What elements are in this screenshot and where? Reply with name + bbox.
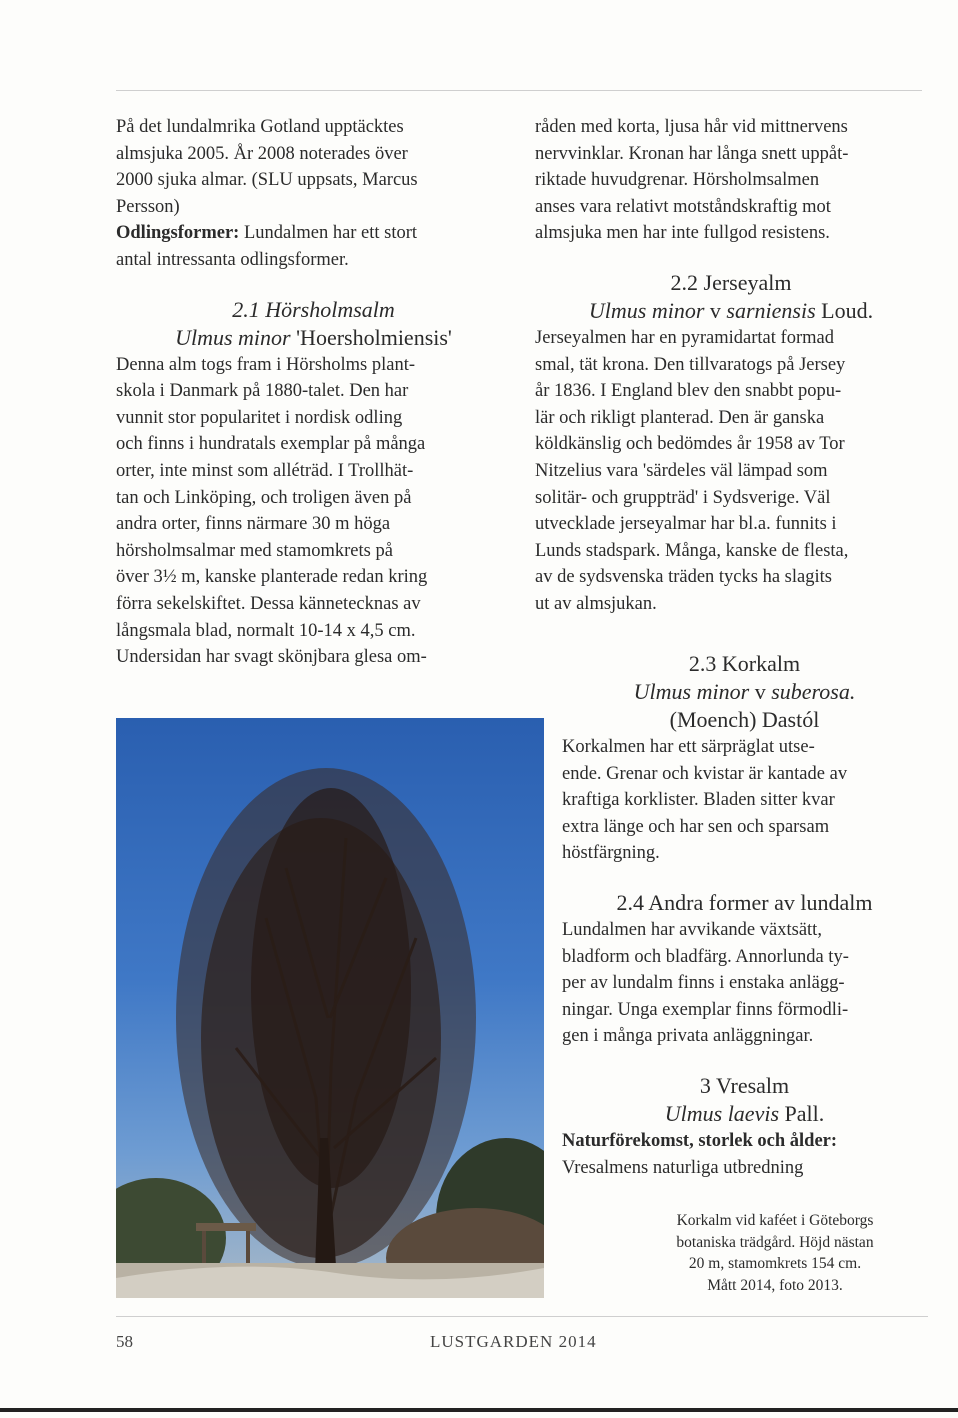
odlingsformer-paragraph: [116, 220, 511, 247]
publication-name: LUSTGARDEN 2014: [430, 1332, 597, 1351]
continuation-line: råden med korta, ljusa hår vid mittnervens: [535, 117, 848, 137]
caption-line: botaniska trädgård. Höjd nästan: [676, 1233, 874, 1251]
body-line: per av lundalm finns i enstaka anlägg-: [562, 973, 845, 994]
body-line: av de sydsvenska träden tycks ha slagits: [535, 567, 832, 588]
intro-line: Persson): [116, 196, 180, 217]
elm-tree-photo: [116, 718, 544, 1298]
body-line: Korkalmen har ett särpräglat utse-: [562, 737, 815, 757]
section-2-3-author: (Moench) Dastól: [669, 707, 820, 732]
body-line: smal, tät krona. Den tillvaratogs på Jersey: [535, 354, 846, 375]
section-2-3-latin: [562, 678, 927, 706]
section-2-2-latin: [535, 297, 927, 325]
top-rule: [116, 90, 922, 91]
section-2-4-heading: 2.4 Andra former av lundalm: [616, 889, 873, 915]
body-line: utvecklade jerseyalmar har bl.a. funnits i: [535, 514, 837, 535]
body-line: vunnit stor popularitet i nordisk odling: [116, 407, 403, 428]
section-2-2-heading: 2.2 Jerseyalm: [670, 269, 792, 295]
continuation-line: nervvinklar. Kronan har långa snett uppåt-: [535, 143, 849, 164]
body-line: långsmala blad, normalt 10-14 x 4,5 cm.: [116, 620, 416, 641]
body-line: Nitzelius vara 'särdeles väl lämpad som: [535, 460, 828, 481]
body-line: andra orter, finns närmare 30 m höga: [116, 514, 391, 535]
body-line: kraftiga korklister. Bladen sitter kvar: [562, 790, 835, 811]
continuation-line: riktade huvudgrenar. Hörsholmsalmen: [535, 170, 820, 191]
section-2-1-latin: [116, 324, 511, 352]
body-line: gen i många privata anläggningar.: [562, 1026, 814, 1047]
body-line: tan och Linköping, och troligen även på: [116, 487, 412, 508]
body-line: ningar. Unga exemplar finns förmodli-: [562, 999, 849, 1020]
latin-name: Ulmus minor: [633, 679, 750, 704]
section-2-1-heading: 2.1 Hörsholmsalm: [232, 296, 395, 322]
latin-rank: v: [704, 297, 727, 323]
body-line: Lunds stadspark. Många, kanske de flesta,: [535, 540, 849, 561]
section-3-subheading: Naturförekomst, storlek och ålder:: [562, 1130, 838, 1151]
body-line: Jerseyalmen har en pyramidartat formad: [535, 327, 834, 348]
latin-variety: suberosa.: [771, 679, 856, 704]
continuation-line: anses vara relativt motståndskraftig mot: [535, 196, 831, 217]
section-2-3-heading: 2.3 Korkalm: [688, 651, 801, 676]
left-column: [116, 114, 511, 671]
body-line: hörsholmsalmar med stamomkrets på: [116, 540, 393, 561]
body-line: ut av almsjukan.: [535, 593, 657, 614]
page-number: 58: [116, 1332, 133, 1351]
odlingsformer-line: antal intressanta odlingsformer.: [116, 249, 349, 270]
body-line: extra länge och har sen och sparsam: [562, 816, 830, 837]
caption-line: 20 m, stamomkrets 154 cm.: [688, 1255, 862, 1272]
body-line: Vresalmens naturliga utbredning: [562, 1157, 804, 1178]
intro-line: På det lundalmrika Gotland upptäcktes: [116, 117, 404, 137]
body-line: år 1836. I England blev den snabbt popu-: [535, 381, 842, 402]
latin-author: Pall.: [779, 1100, 825, 1126]
body-line: över 3½ m, kanske planterade redan kring: [116, 567, 428, 588]
caption-line: Korkalm vid kaféet i Göteborgs: [676, 1212, 874, 1229]
body-line: Undersidan har svagt skönjbara glesa om-: [116, 647, 427, 668]
odlingsformer-label: Odlingsformer:: [116, 223, 240, 244]
cultivar-name: 'Hoersholmiensis': [290, 324, 452, 350]
body-line: skola i Danmark på 1880-talet. Den har: [116, 381, 409, 402]
body-line: solitär- och gruppträd' i Sydsverige. Väl: [535, 487, 831, 508]
scan-edge-bar: [0, 1408, 958, 1412]
body-line: Lundalmen har avvikande växtsätt,: [562, 919, 822, 940]
latin-name: Ulmus minor: [175, 324, 291, 350]
body-line: köldkänslig och bedömdes år 1958 av Tor: [535, 434, 845, 455]
latin-variety: sarniensis: [726, 297, 816, 323]
right-column: [535, 114, 927, 618]
right-lower-column: [562, 650, 927, 1181]
odlingsformer-text: Lundalmen har ett stort: [239, 223, 418, 244]
photo-caption: [625, 1210, 925, 1296]
caption-line: Mått 2014, foto 2013.: [707, 1276, 843, 1294]
body-line: höstfärgning.: [562, 843, 660, 864]
body-line: orter, inte minst som alléträd. I Trollhät-: [116, 460, 414, 481]
section-3-heading: 3 Vresalm: [699, 1072, 790, 1098]
body-line: bladform och bladfärg. Annorlunda ty-: [562, 946, 849, 967]
body-line: förra sekelskiftet. Dessa kännetecknas av: [116, 593, 421, 614]
body-line: ende. Grenar och kvistar är kantade av: [562, 763, 848, 784]
bottom-rule: [116, 1316, 928, 1317]
intro-line: almsjuka 2005. År 2008 noterades över: [116, 143, 408, 164]
body-line: lär och rikligt planterad. Den är ganska: [535, 407, 825, 428]
section-3-latin: [562, 1100, 927, 1128]
latin-name: Ulmus minor: [588, 297, 705, 323]
tree-illustration: [116, 718, 544, 1298]
body-line: och finns i hundratals exemplar på många: [116, 434, 426, 455]
intro-line: 2000 sjuka almar. (SLU uppsats, Marcus: [116, 170, 418, 191]
continuation-line: almsjuka men har inte fullgod resistens.: [535, 223, 830, 244]
latin-name: Ulmus laevis: [664, 1100, 780, 1126]
latin-author: Loud.: [815, 297, 874, 323]
latin-rank: v: [749, 679, 772, 704]
body-line: Denna alm togs fram i Hörsholms plant-: [116, 354, 416, 375]
